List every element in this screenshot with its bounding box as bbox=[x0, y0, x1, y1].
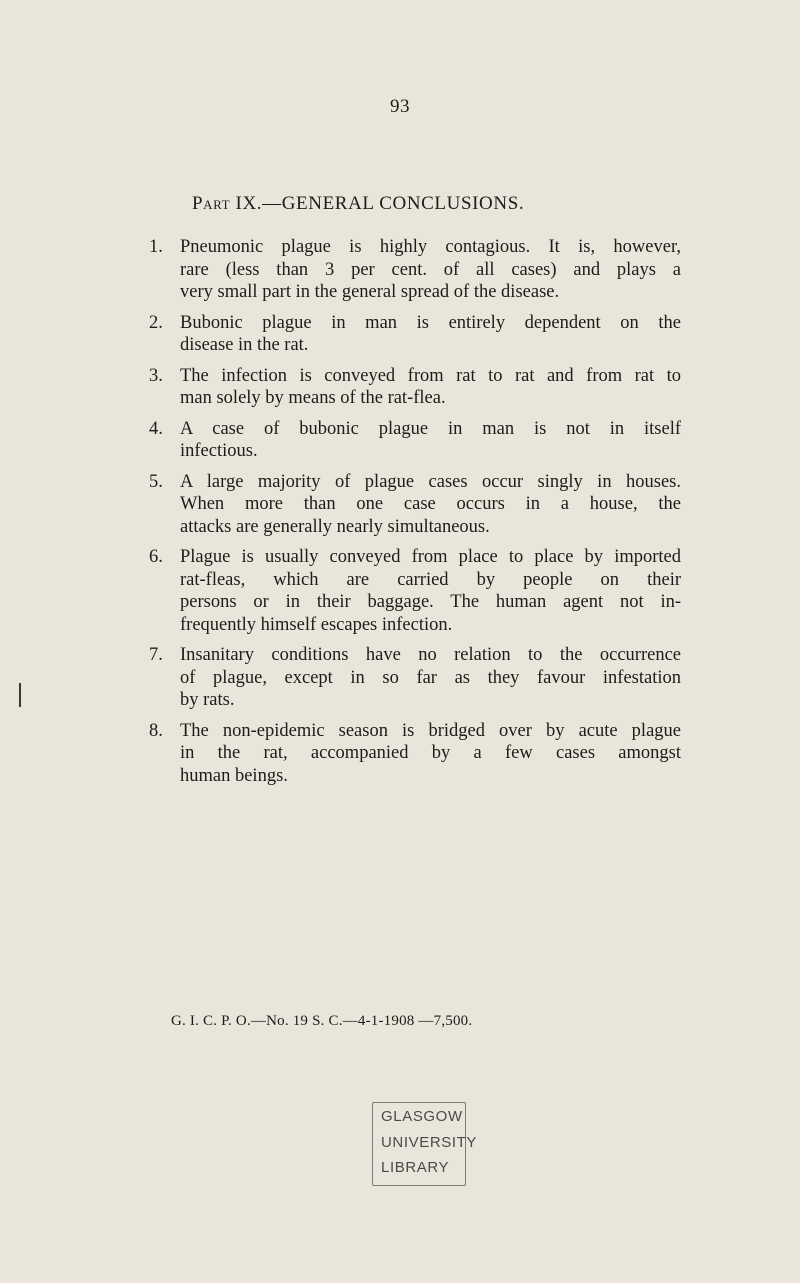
conclusion-text bbox=[180, 312, 681, 357]
conclusion-text bbox=[180, 644, 681, 712]
conclusion-line: attacks are generally nearly simultaneous. bbox=[180, 516, 490, 537]
library-stamp bbox=[372, 1102, 478, 1186]
conclusion-number: 3. bbox=[149, 365, 163, 386]
conclusion-number: 1. bbox=[149, 237, 163, 257]
printer-imprint: G. I. C. P. O.—No. 19 S. C.—4-1-1908 —7,500. bbox=[171, 1013, 473, 1029]
conclusions-list bbox=[149, 236, 681, 795]
conclusion-line: rare (less than 3 per cent. of all cases) and plays a bbox=[180, 259, 681, 280]
conclusion-item bbox=[149, 312, 681, 357]
conclusion-number: 7. bbox=[149, 645, 163, 665]
conclusion-number: 6. bbox=[149, 547, 163, 567]
conclusion-item bbox=[149, 471, 681, 539]
conclusion-line: very small part in the general spread of the disease. bbox=[180, 282, 560, 302]
title-text: —GENERAL CONCLUSIONS. bbox=[262, 193, 525, 214]
conclusion-item bbox=[149, 418, 681, 463]
conclusion-line: When more than one case occurs in a house, the bbox=[180, 494, 681, 514]
conclusion-line: Plague is usually conveyed from place to place by imported bbox=[180, 547, 681, 567]
conclusion-line: Pneumonic plague is highly contagious. It is, however, bbox=[180, 237, 681, 257]
conclusion-line: frequently himself escapes infection. bbox=[180, 614, 453, 635]
conclusion-number: 5. bbox=[149, 471, 163, 492]
conclusion-text bbox=[180, 365, 681, 410]
conclusion-item bbox=[149, 236, 681, 304]
conclusion-line: persons or in their baggage. The human agent not in- bbox=[180, 592, 681, 612]
conclusion-item bbox=[149, 546, 681, 636]
stamp-line-2: UNIVERSITY bbox=[381, 1134, 478, 1151]
conclusion-number: 2. bbox=[149, 312, 163, 333]
conclusion-line: A case of bubonic plague in man is not in itself bbox=[180, 418, 681, 439]
stamp-line-1: GLASGOW bbox=[381, 1108, 463, 1125]
conclusion-line: A large majority of plague cases occur singly in houses. bbox=[180, 471, 681, 492]
conclusion-line: by rats. bbox=[180, 690, 235, 710]
conclusion-number: 4. bbox=[149, 418, 163, 439]
conclusion-text bbox=[180, 546, 681, 636]
conclusion-text bbox=[180, 236, 681, 304]
page-number: 93 bbox=[390, 96, 410, 117]
conclusion-text bbox=[180, 720, 681, 788]
conclusion-number: 8. bbox=[149, 720, 163, 741]
conclusion-line: Insanitary conditions have no relation to the occurrence bbox=[180, 645, 681, 665]
conclusion-line: rat-fleas, which are carried by people on their bbox=[180, 569, 681, 590]
conclusion-text bbox=[180, 418, 681, 463]
section-title bbox=[192, 193, 524, 215]
conclusion-line: in the rat, accompanied by a few cases amongst bbox=[180, 743, 681, 763]
conclusion-item bbox=[149, 365, 681, 410]
part-label: Part IX. bbox=[192, 193, 263, 214]
conclusion-line: The non-epidemic season is bridged over by acute plague bbox=[180, 720, 681, 741]
conclusion-item bbox=[149, 720, 681, 788]
conclusion-item bbox=[149, 644, 681, 712]
conclusion-line: man solely by means of the rat-flea. bbox=[180, 388, 446, 408]
conclusion-line: disease in the rat. bbox=[180, 335, 309, 355]
conclusion-line: of plague, except in so far as they favour infestation bbox=[180, 667, 681, 688]
stamp-line-3: LIBRARY bbox=[381, 1159, 450, 1176]
conclusion-text bbox=[180, 471, 681, 539]
margin-mark bbox=[19, 683, 21, 707]
conclusion-line: The infection is conveyed from rat to rat and from rat to bbox=[180, 365, 681, 386]
conclusion-line: infectious. bbox=[180, 441, 258, 461]
conclusion-line: Bubonic plague in man is entirely dependent on the bbox=[180, 312, 681, 333]
conclusion-line: human beings. bbox=[180, 765, 288, 786]
